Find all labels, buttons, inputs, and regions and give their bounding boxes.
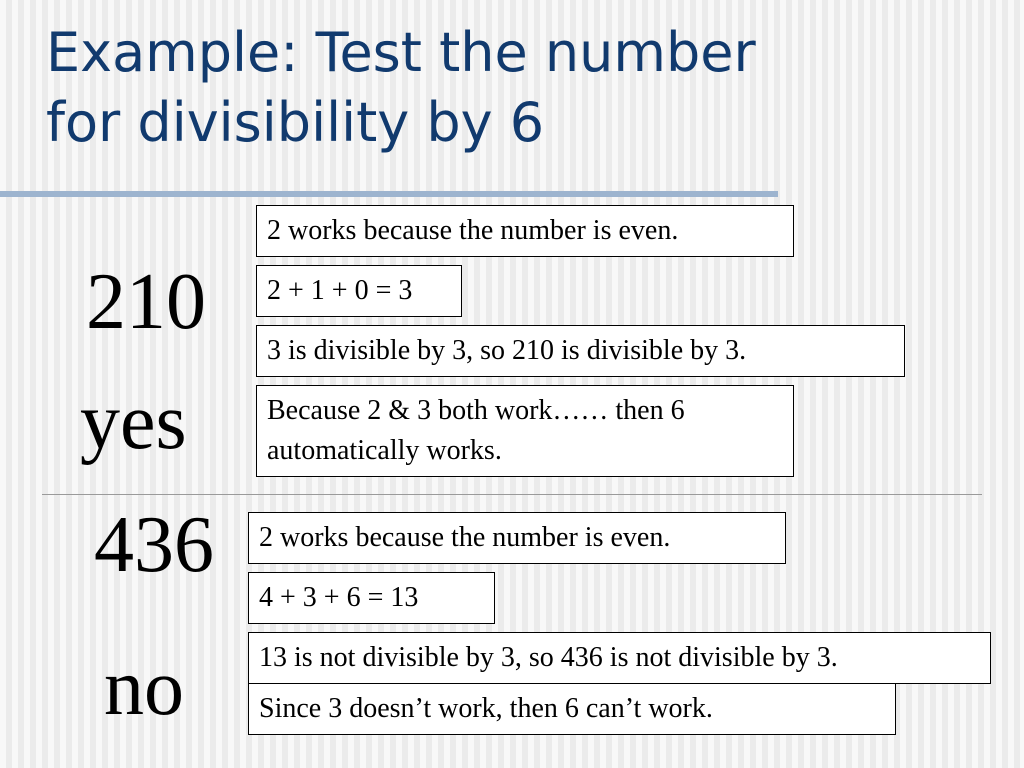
slide-title	[46, 18, 986, 158]
title-underline-bar	[0, 191, 778, 197]
slide-title-line-2: for divisibility by 6	[46, 91, 545, 154]
example1-step-3-box: 3 is divisible by 3, so 210 is divisible by 3.	[256, 325, 905, 377]
example2-answer: no	[104, 644, 184, 732]
example1-answer: yes	[80, 378, 187, 466]
slide-title-line-1: Example: Test the number	[46, 21, 756, 84]
example2-step-2-box: 4 + 3 + 6 = 13	[248, 572, 495, 624]
example2-step-1-box: 2 works because the number is even.	[248, 512, 786, 564]
example1-step-1-box: 2 works because the number is even.	[256, 205, 794, 257]
example2-step-3-box: 13 is not divisible by 3, so 436 is not divisible by 3.	[248, 632, 991, 684]
section-divider	[42, 494, 982, 495]
example2-step-4-box: Since 3 doesn’t work, then 6 can’t work.	[248, 683, 896, 735]
example1-number: 210	[86, 258, 206, 346]
example1-step-4-box: Because 2 & 3 both work…… then 6 automatically works.	[256, 385, 794, 477]
example1-step-2-box: 2 + 1 + 0 = 3	[256, 265, 462, 317]
example2-number: 436	[94, 501, 214, 589]
